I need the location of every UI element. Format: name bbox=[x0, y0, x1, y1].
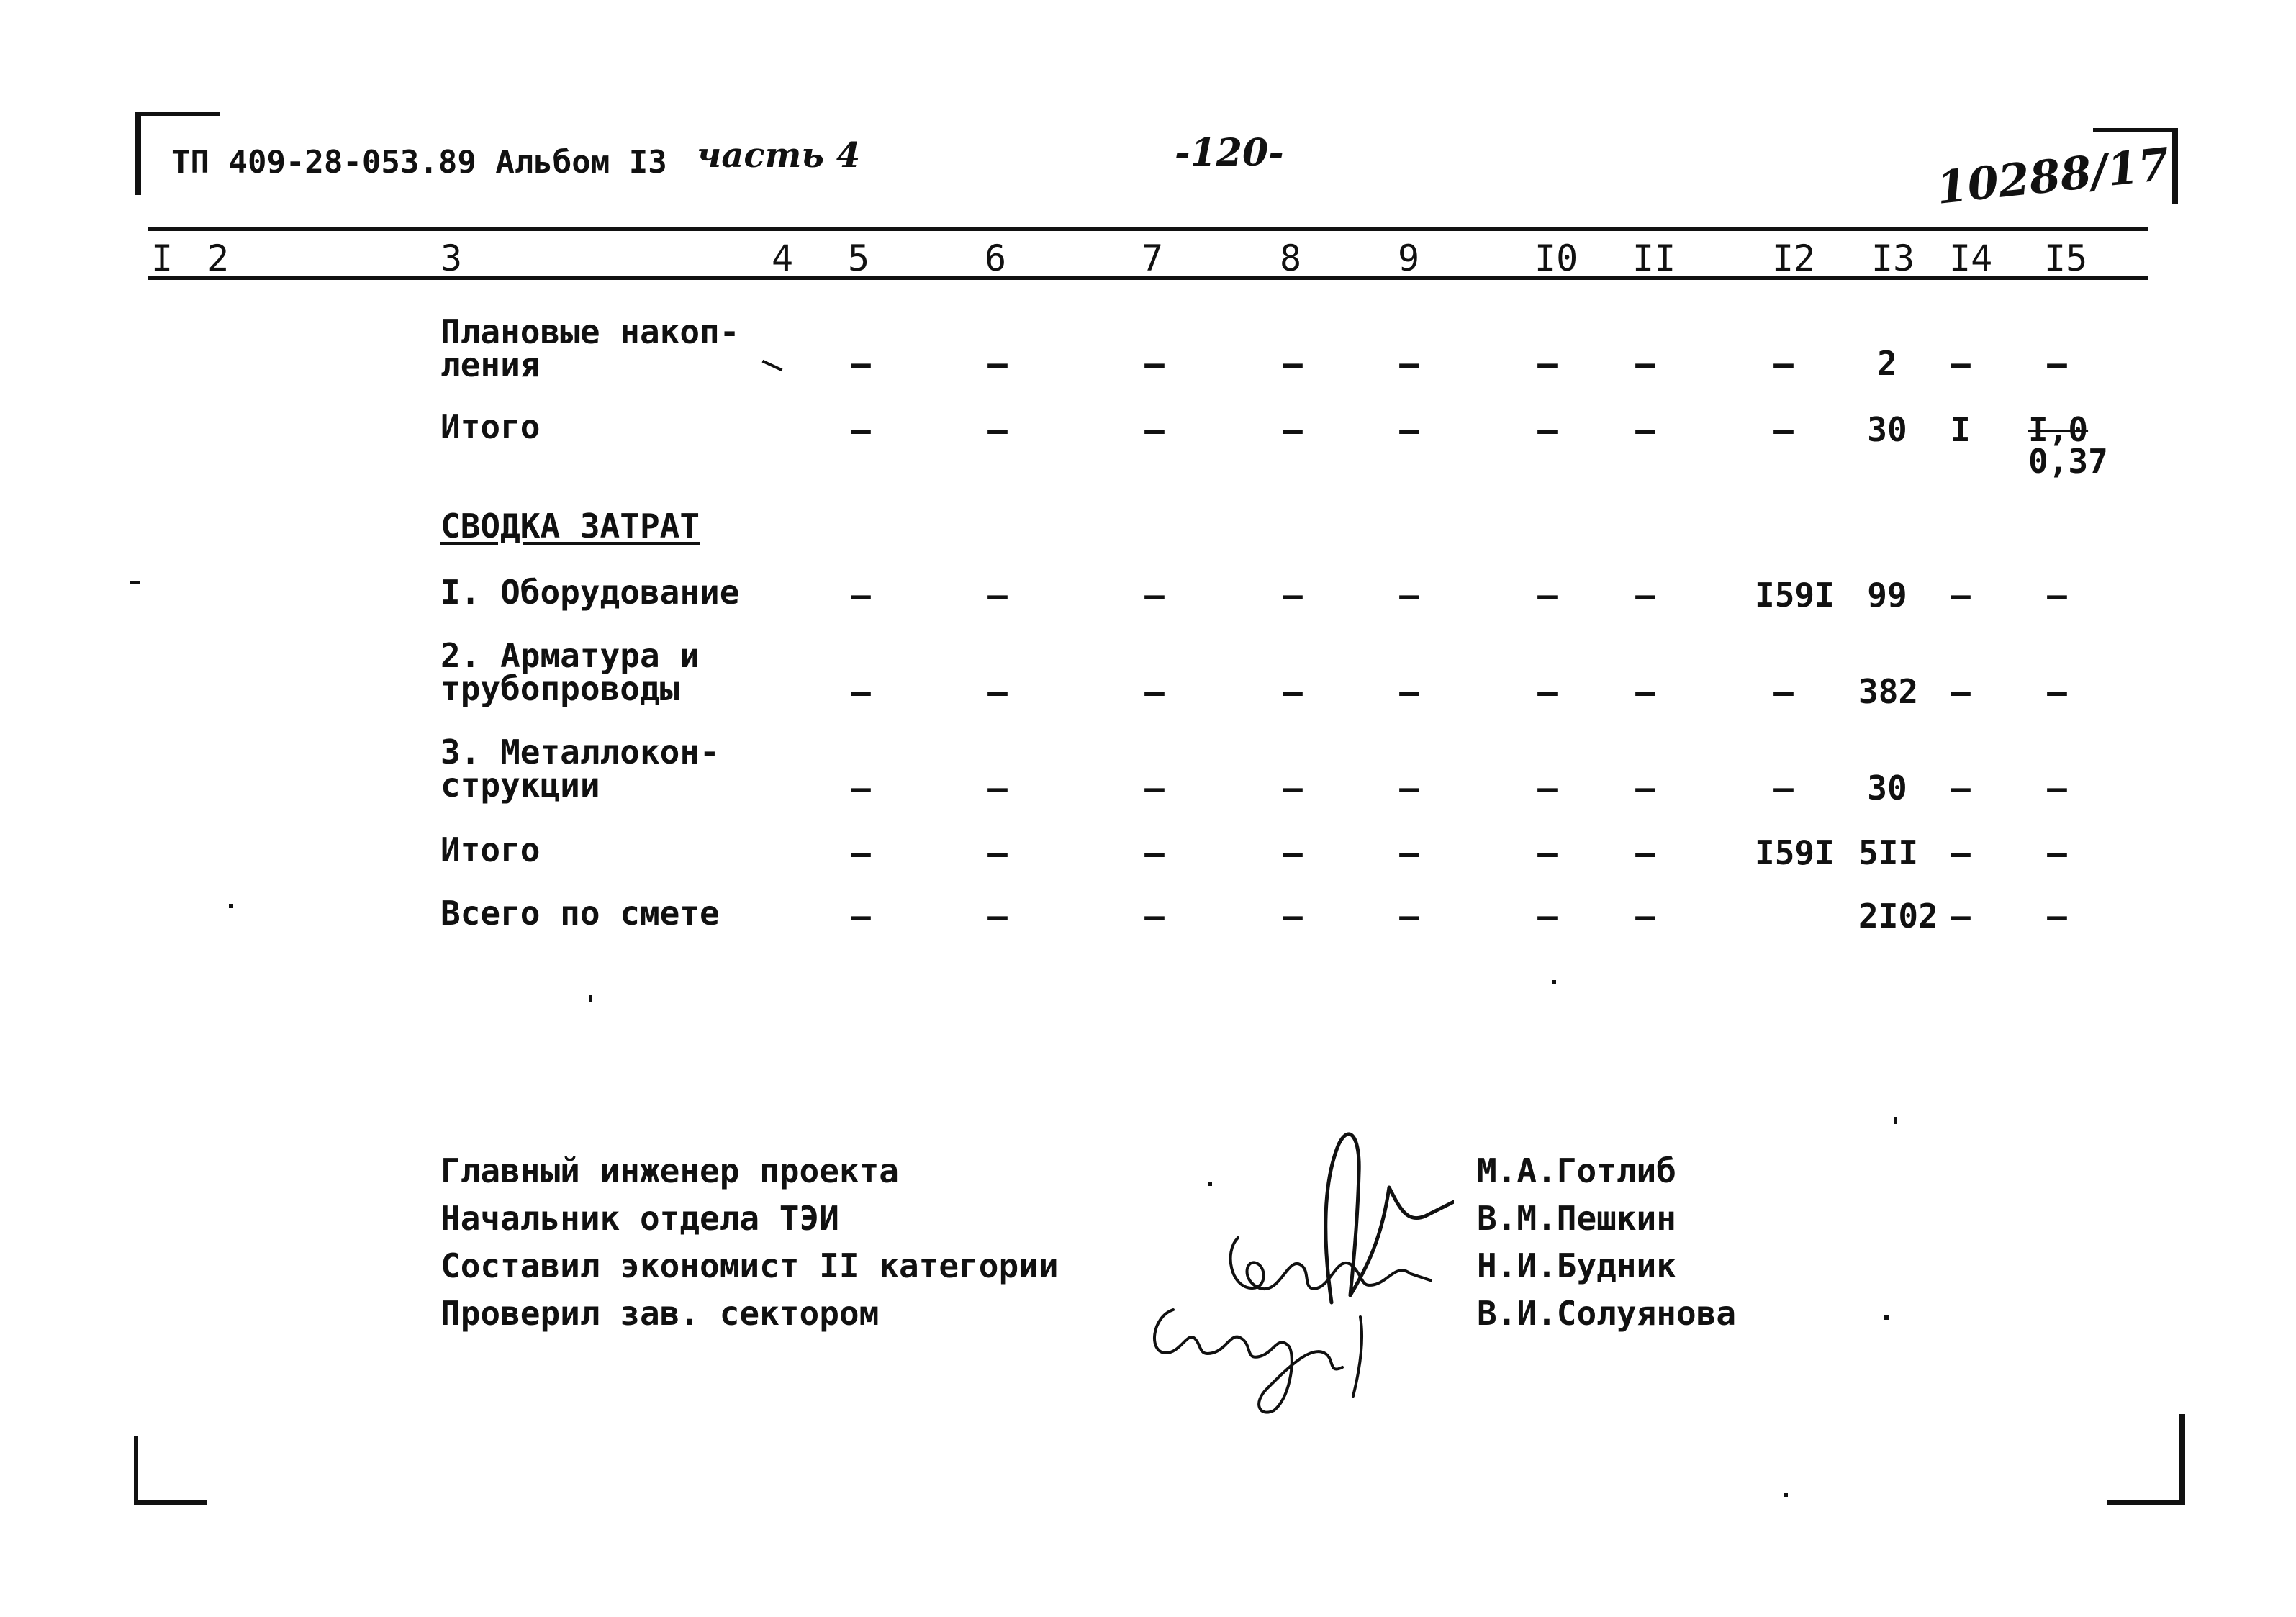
inventory-number: 10288/17 bbox=[1934, 137, 2172, 214]
empty-cell-dash: – bbox=[851, 897, 871, 936]
handwritten-signature-soluyanova bbox=[1144, 1295, 1375, 1418]
empty-cell-dash: – bbox=[1283, 410, 1303, 449]
row-label: Итого bbox=[440, 407, 541, 446]
empty-cell-dash: – bbox=[987, 769, 1008, 807]
table-cell: 2I02 bbox=[1858, 897, 1938, 936]
empty-cell-dash: – bbox=[1773, 410, 1794, 449]
empty-cell-dash: – bbox=[1635, 344, 1655, 383]
table-top-rule bbox=[148, 227, 2148, 231]
empty-cell-dash: – bbox=[1635, 410, 1655, 449]
column-number: 9 bbox=[1398, 237, 1420, 279]
table-cell: 30 bbox=[1867, 769, 1907, 807]
empty-cell-dash: – bbox=[1951, 344, 1971, 383]
table-cell: 30 bbox=[1867, 410, 1907, 449]
empty-cell-dash: – bbox=[987, 410, 1008, 449]
column-number: 7 bbox=[1142, 237, 1164, 279]
empty-cell-dash: – bbox=[851, 833, 871, 872]
empty-cell-dash: – bbox=[1951, 833, 1971, 872]
empty-cell-dash: – bbox=[2047, 672, 2067, 711]
column-number: 6 bbox=[985, 237, 1007, 279]
empty-cell-dash: – bbox=[1283, 897, 1303, 936]
empty-cell-dash: – bbox=[1537, 410, 1558, 449]
empty-cell-dash: – bbox=[1537, 833, 1558, 872]
empty-cell-dash: – bbox=[1635, 672, 1655, 711]
column-number: I4 bbox=[1949, 237, 1993, 279]
table-cell: I59I bbox=[1755, 833, 1835, 872]
speck bbox=[589, 995, 592, 1002]
empty-cell-dash: – bbox=[1399, 576, 1419, 615]
empty-cell-dash: – bbox=[1283, 769, 1303, 807]
column-number: I5 bbox=[2044, 237, 2088, 279]
empty-cell-dash: – bbox=[2047, 344, 2067, 383]
speck bbox=[1208, 1182, 1212, 1186]
row-label: 2. Арматура и bbox=[440, 636, 700, 675]
empty-cell-dash: – bbox=[851, 410, 871, 449]
empty-cell-dash: – bbox=[1773, 672, 1794, 711]
empty-cell-dash: – bbox=[2047, 833, 2067, 872]
column-number: 8 bbox=[1280, 237, 1302, 279]
empty-cell-dash: – bbox=[2047, 897, 2067, 936]
empty-cell-dash: – bbox=[987, 897, 1008, 936]
column-number: I bbox=[151, 237, 173, 279]
column-number: II bbox=[1632, 237, 1676, 279]
empty-cell-dash: – bbox=[1144, 769, 1165, 807]
signature-title: Главный инженер проекта bbox=[440, 1151, 899, 1190]
empty-cell-dash: – bbox=[1773, 344, 1794, 383]
column-number: I0 bbox=[1535, 237, 1578, 279]
empty-cell-dash: – bbox=[1635, 769, 1655, 807]
empty-cell-dash: – bbox=[1951, 769, 1971, 807]
table-cell: 382 bbox=[1858, 672, 1919, 711]
empty-cell-dash: – bbox=[1144, 672, 1165, 711]
empty-cell-dash: – bbox=[1283, 576, 1303, 615]
empty-cell-dash: – bbox=[851, 344, 871, 383]
table-cell: I,0 bbox=[2028, 410, 2089, 449]
empty-cell-dash: – bbox=[1537, 672, 1558, 711]
table-cell-secondary-value: 0,37 bbox=[2028, 442, 2108, 481]
empty-cell-dash: – bbox=[987, 576, 1008, 615]
empty-cell-dash: – bbox=[1283, 833, 1303, 872]
row-label: Итого bbox=[440, 830, 541, 869]
signature-title: Начальник отдела ТЭИ bbox=[440, 1199, 839, 1238]
empty-cell-dash: – bbox=[1144, 410, 1165, 449]
empty-cell-dash: – bbox=[1951, 897, 1971, 936]
table-cell: I59I bbox=[1755, 576, 1835, 615]
speck bbox=[1894, 1117, 1897, 1124]
empty-cell-dash: – bbox=[1399, 672, 1419, 711]
empty-cell-dash: – bbox=[1283, 672, 1303, 711]
empty-cell-dash: – bbox=[1635, 576, 1655, 615]
column-number: 2 bbox=[207, 237, 230, 279]
empty-cell-dash: – bbox=[1283, 344, 1303, 383]
empty-cell-dash: – bbox=[1399, 769, 1419, 807]
empty-cell-dash: – bbox=[1951, 672, 1971, 711]
frame-corner-bottom-right bbox=[2107, 1414, 2185, 1505]
column-number: I2 bbox=[1772, 237, 1816, 279]
signature-name: Н.И.Будник bbox=[1477, 1246, 1676, 1285]
signature-title: Составил экономист II категории bbox=[440, 1246, 1059, 1285]
empty-cell-dash: – bbox=[1537, 897, 1558, 936]
table-cell: 5II bbox=[1858, 833, 1919, 872]
empty-cell-dash: – bbox=[1537, 769, 1558, 807]
table-cell: 2 bbox=[1877, 344, 1897, 383]
row-label-continuation: струкции bbox=[440, 766, 600, 805]
empty-cell-dash: – bbox=[1144, 897, 1165, 936]
signature-name: М.А.Готлиб bbox=[1477, 1151, 1676, 1190]
speck bbox=[130, 581, 140, 584]
column-number: 4 bbox=[772, 237, 794, 279]
column-number: 5 bbox=[848, 237, 870, 279]
empty-cell-dash: – bbox=[851, 769, 871, 807]
empty-cell-dash: – bbox=[1635, 833, 1655, 872]
signature-name: В.М.Пешкин bbox=[1477, 1199, 1676, 1238]
empty-cell-dash: – bbox=[1399, 897, 1419, 936]
document-code: ТП 409-28-053.89 Альбом I3 bbox=[171, 144, 667, 181]
empty-cell-dash: – bbox=[1399, 410, 1419, 449]
empty-cell-dash: – bbox=[1635, 897, 1655, 936]
speck bbox=[762, 360, 783, 371]
empty-cell-dash: – bbox=[1399, 344, 1419, 383]
row-label: Всего по смете bbox=[440, 894, 720, 933]
part-label: часть 4 bbox=[697, 135, 861, 176]
row-label-continuation: ления bbox=[440, 345, 541, 384]
empty-cell-dash: – bbox=[1399, 833, 1419, 872]
row-label-continuation: трубопроводы bbox=[440, 669, 680, 708]
speck bbox=[1784, 1493, 1788, 1497]
empty-cell-dash: – bbox=[1144, 833, 1165, 872]
speck bbox=[1884, 1315, 1889, 1320]
table-cell: I bbox=[1951, 410, 1971, 449]
speck bbox=[1552, 980, 1556, 984]
row-label: I. Оборудование bbox=[440, 573, 740, 612]
empty-cell-dash: – bbox=[987, 833, 1008, 872]
frame-corner-bottom-left bbox=[134, 1436, 207, 1505]
empty-cell-dash: – bbox=[1537, 344, 1558, 383]
row-label: 3. Металлокон- bbox=[440, 733, 720, 771]
table-cell: 99 bbox=[1867, 576, 1907, 615]
empty-cell-dash: – bbox=[2047, 769, 2067, 807]
empty-cell-dash: – bbox=[2047, 576, 2067, 615]
speck bbox=[229, 904, 233, 908]
empty-cell-dash: – bbox=[1951, 576, 1971, 615]
empty-cell-dash: – bbox=[851, 576, 871, 615]
empty-cell-dash: – bbox=[987, 672, 1008, 711]
empty-cell-dash: – bbox=[1537, 576, 1558, 615]
empty-cell-dash: – bbox=[1773, 769, 1794, 807]
signature-title: Проверил зав. сектором bbox=[440, 1294, 880, 1333]
page-number: -120- bbox=[1175, 131, 1284, 175]
row-label: Плановые накоп- bbox=[440, 312, 740, 351]
section-title: СВОДКА ЗАТРАТ bbox=[440, 507, 700, 545]
column-number: I3 bbox=[1871, 237, 1915, 279]
empty-cell-dash: – bbox=[987, 344, 1008, 383]
empty-cell-dash: – bbox=[851, 672, 871, 711]
signature-name: В.И.Солуянова bbox=[1477, 1294, 1737, 1333]
empty-cell-dash: – bbox=[1144, 344, 1165, 383]
column-number: 3 bbox=[440, 237, 463, 279]
empty-cell-dash: – bbox=[1144, 576, 1165, 615]
